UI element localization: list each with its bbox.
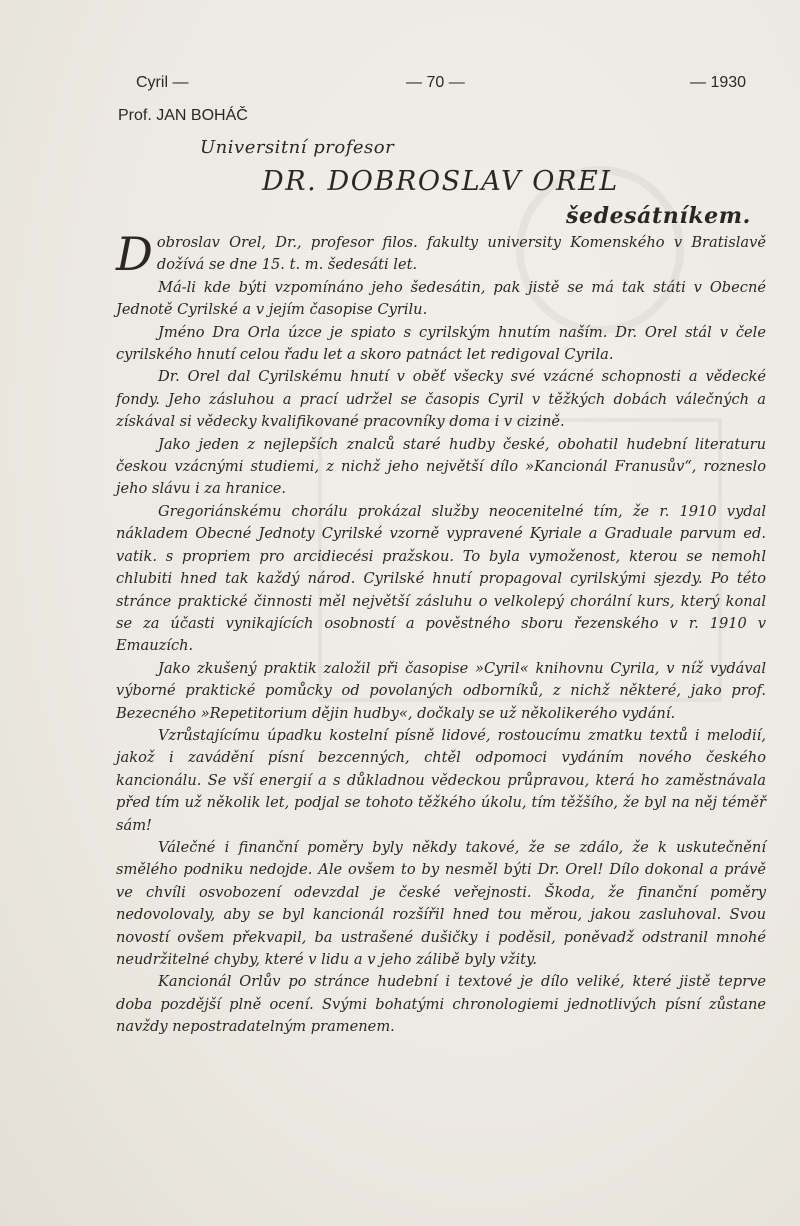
- paragraph: Vzrůstajícímu úpadku kostelní písně lidové, rostoucímu zmatku textů i melodií, jakož i zavádění písní bezcenných, chtěl odpomoci vydáním nového českého kancionálu. Se vší energií a s důkladnou vědeckou průpravou, která ho zaměstnávala před tím už několik let, podjal se tohoto těžkého úkolu, tím těžšího, že byl na něj téměř sám!: [116, 726, 766, 834]
- paragraph: Kancionál Orlův po stránce hudební i textové je dílo veliké, které jistě teprve doba pozdější plně ocení. Svými bohatými chronologiemi jednotlivých písní zůstane navždy nepostradatelným pramenem.: [116, 973, 766, 1036]
- page-number: — 70 —: [406, 74, 465, 91]
- paragraph: Jméno Dra Orla úzce je spiato s cyrilským hnutím naším. Dr. Orel stál v čele cyrilského hnutí celou řadu let a skoro patnáct let redigoval Cyrila.: [116, 323, 766, 364]
- running-header-left: Cyril —: [136, 74, 189, 91]
- article-title: DR. DOBROSLAV OREL: [262, 166, 619, 197]
- paragraph: Gregoriánskému chorálu prokázal služby neocenitelné tím, že r. 1910 vydal nákladem Obecné Jednoty Cyrilské vzorně vypravené Kyriale a Graduale parvum ed. vatik. s propriem pro arcidiecési pražskou. To byla vymoženost, kterou se nemohl chlubiti hned tak každý národ. Cyrilské hnutí propagoval cyrilskými sjezdy. Po této stránce praktické činnosti měl největší zásluhu o velkolepý chorální kurs, který konal se za účasti vynikajících osobností a pověstného sboru řezenského v r. 1910 v Emauzích.: [116, 502, 766, 655]
- article-title-continued: šedesátníkem.: [566, 203, 751, 229]
- running-header-year: — 1930: [690, 74, 747, 91]
- article-body: [116, 227, 766, 1039]
- paragraph: Válečné i finanční poměry byly někdy takové, že se zdálo, že k uskutečnění smělého podniku nedojde. Ale ovšem to by nesměl býti Dr. Orel! Dílo dokonal a právě ve chvíli osvobození odevzdal je české veřejnosti. Škoda, že finanční poměry nedovolovaly, aby se byl kancionál rozšířil hned tou měrou, jakou zasluhoval. Svou novostí ovšem překvapil, ba ustrašené dušičky i poděsil, poněvadž odstranil mnohé neudržitelné chyby, které v lidu a v jeho zálibě byly vžity.: [116, 838, 766, 968]
- paragraph: Jako jeden z nejlepších znalců staré hudby české, obohatil hudební literaturu českou vzácnými studiemi, z nichž jeho největší dílo »Kancionál Franusův“, rozneslo jeho slávu i za hranice.: [116, 435, 766, 498]
- paragraph: Dr. Orel dal Cyrilskému hnutí v oběť všecky své vzácné schopnosti a vědecké fondy. Jeho zásluhou a prací udržel se časopis Cyril v těžkých dobách válečných a získával si vědecky kvalifikované pracovníky doma i v cizině.: [116, 368, 766, 431]
- paragraph-text: obroslav Orel, Dr., profesor filos. fakulty university Komenského v Bratislavě dožívá se dne 15. t. m. šedesáti let.: [156, 234, 766, 274]
- paragraph: [116, 227, 766, 281]
- drop-cap: D: [116, 227, 153, 281]
- article-author: Prof. JAN BOHÁČ: [118, 107, 248, 124]
- article-subtitle: Universitní profesor: [200, 137, 395, 158]
- paragraph: Má-li kde býti vzpomínáno jeho šedesátin, pak jistě se má tak státi v Obecné Jednotě Cyrilské a v jejím časopise Cyrilu.: [116, 278, 766, 319]
- paragraph: Jako zkušený praktik založil při časopise »Cyril« knihovnu Cyrila, v níž vydával výborné praktické pomůcky od povolaných odborníků, z nichž některé, jako prof. Bezecného »Repetitorium dějin hudby«, dočkaly se už několikerého vydání.: [116, 659, 766, 722]
